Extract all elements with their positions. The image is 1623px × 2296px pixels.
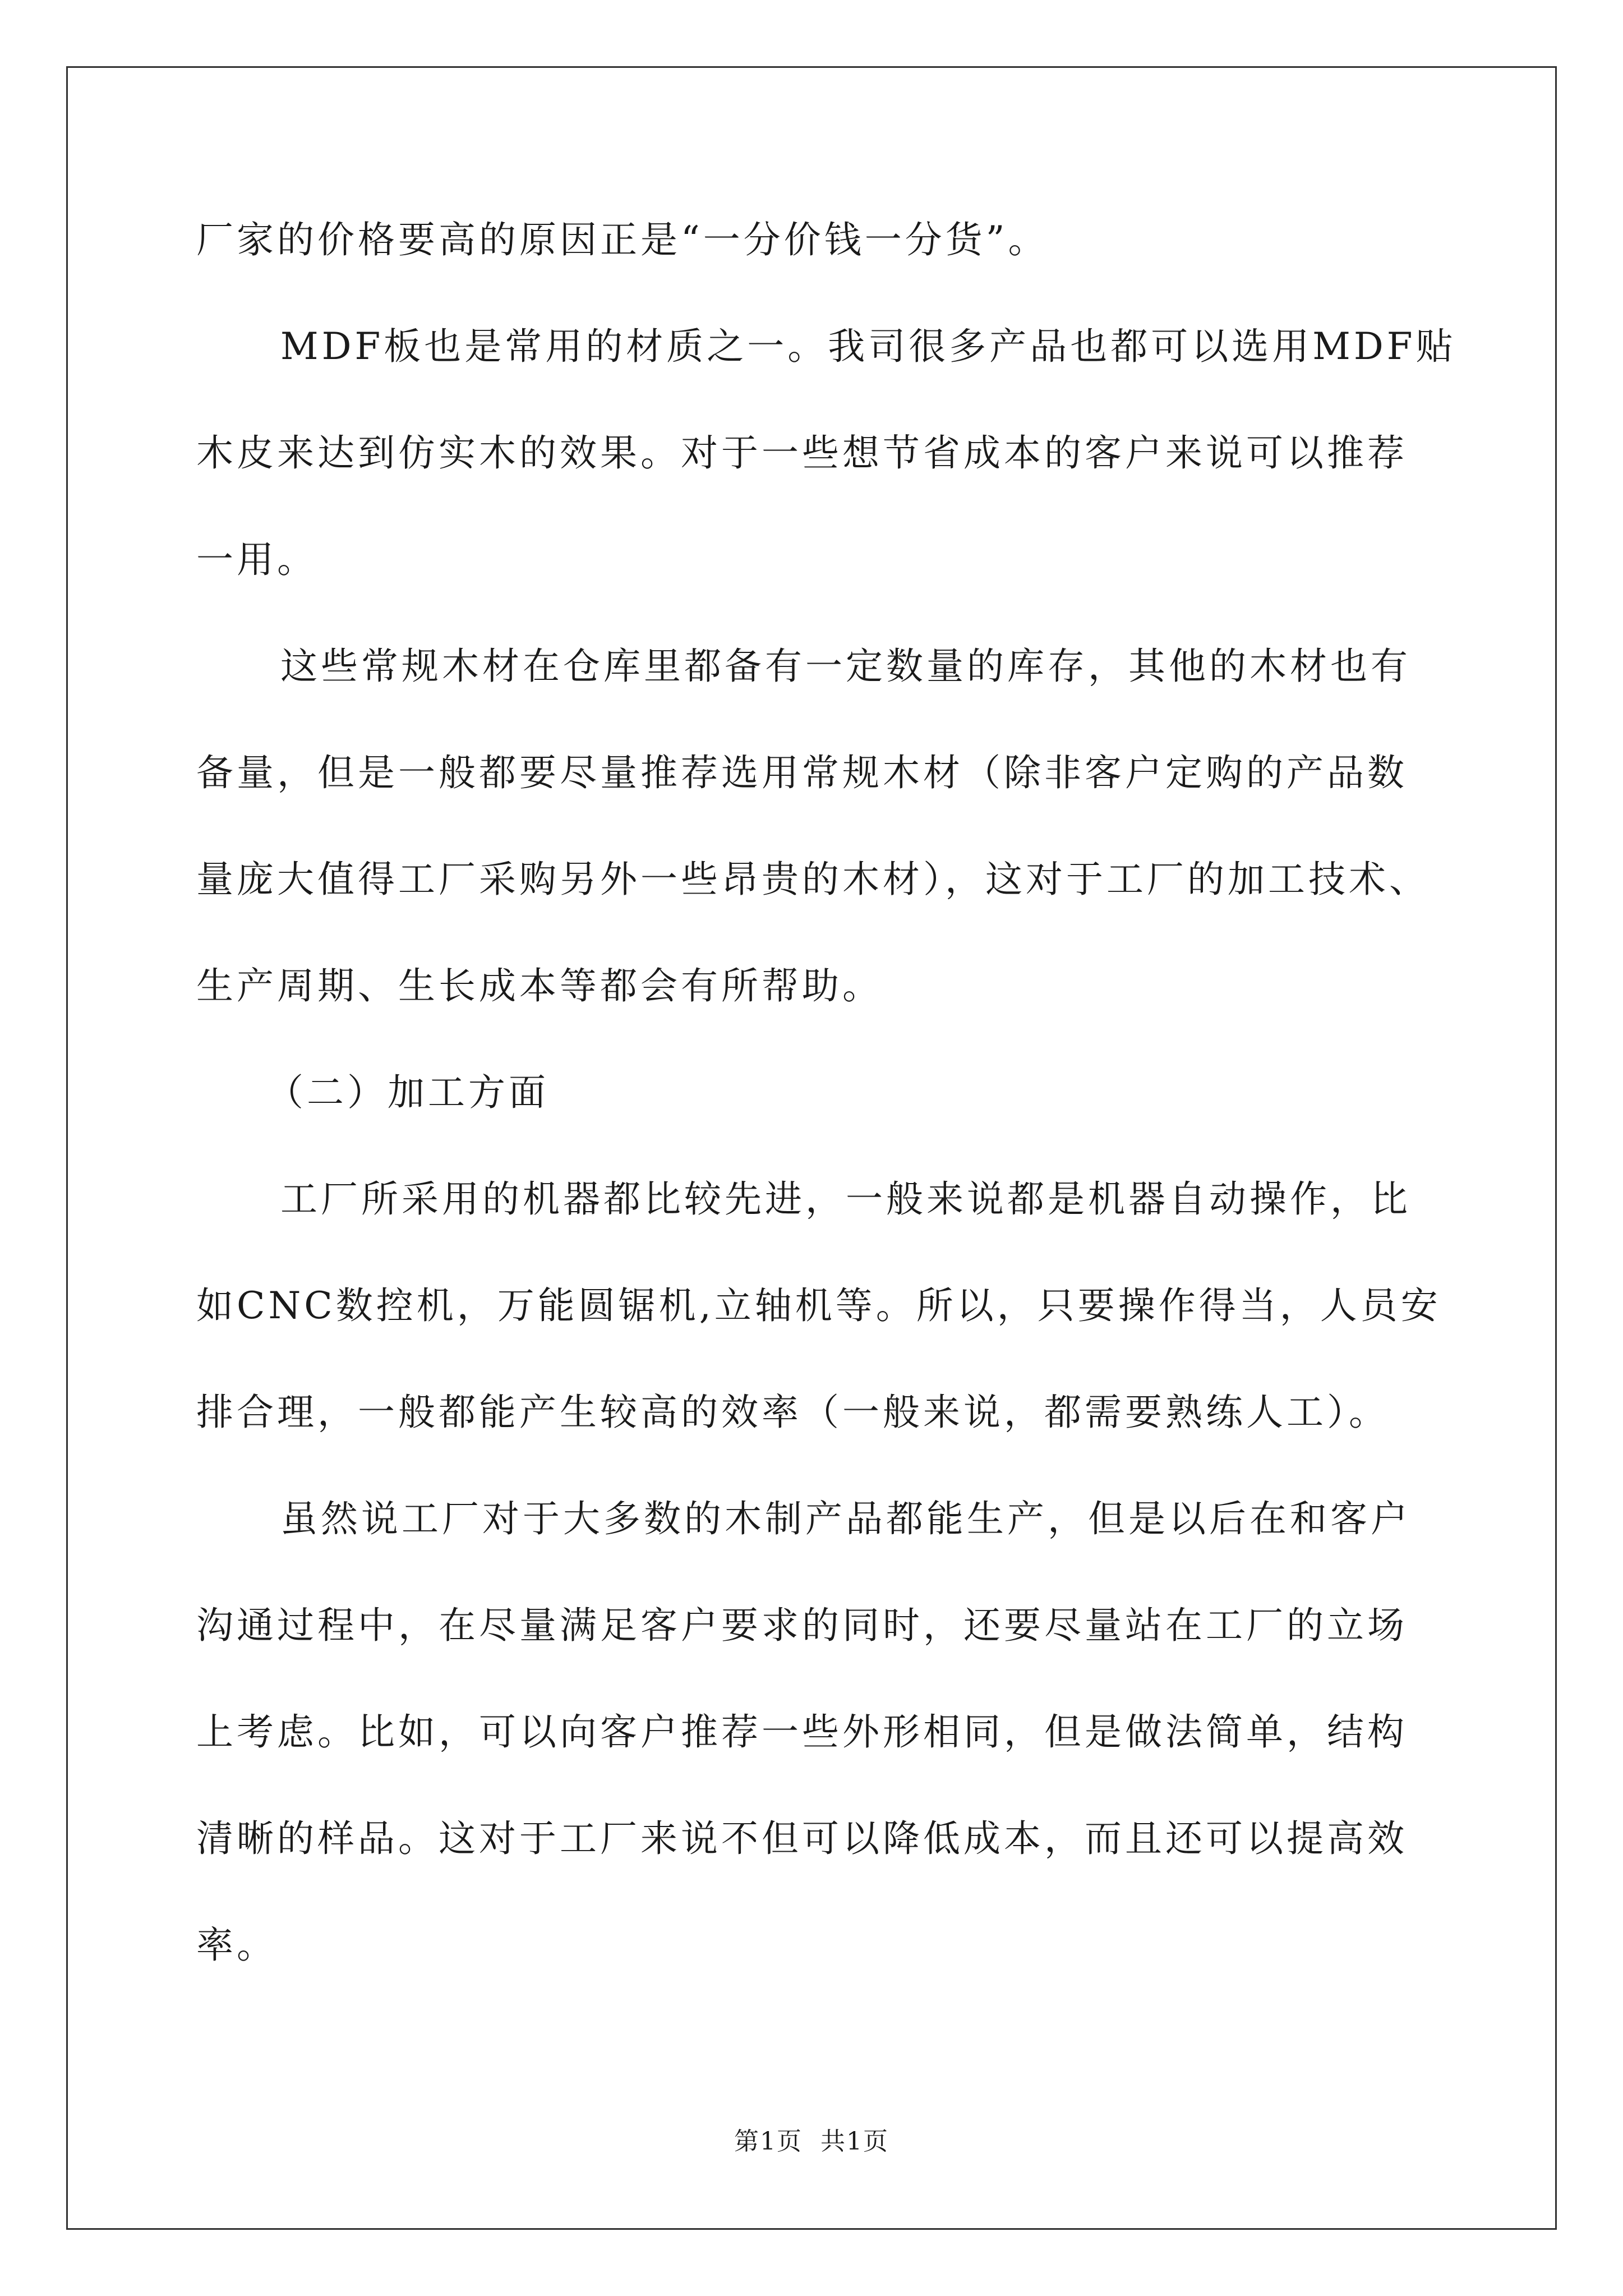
text-line: 排合理，一般都能产生较高的效率（一般来说，都需要熟练人工）。 (196, 1391, 1389, 1434)
page-border (66, 66, 1557, 2230)
text-line: 虽然说工厂对于大多数的木制产品都能生产，但是以后在和客户 (280, 1497, 1411, 1540)
text-line: 量庞大值得工厂采购另外一些昂贵的木材），这对于工厂的加工技术、 (196, 858, 1430, 901)
text-line: 清晰的样品。这对于工厂来说不但可以降低成本，而且还可以提高效 (196, 1817, 1408, 1860)
text-line: MDF板也是常用的材质之一。我司很多产品也都可以选用MDF贴 (280, 325, 1456, 368)
text-line: 上考虑。比如，可以向客户推荐一些外形相同，但是做法简单，结构 (196, 1710, 1408, 1754)
text-line: 工厂所采用的机器都比较先进，一般来说都是机器自动操作，比 (280, 1177, 1411, 1221)
text-line: 木皮来达到仿实木的效果。对于一些想节省成本的客户来说可以推荐 (196, 431, 1408, 475)
text-line: 一用。 (196, 538, 317, 581)
section-heading: （二）加工方面 (266, 1071, 549, 1114)
text-line: 沟通过程中，在尽量满足客户要求的同时，还要尽量站在工厂的立场 (196, 1604, 1408, 1647)
text-line: 备量，但是一般都要尽量推荐选用常规木材（除非客户定购的产品数 (196, 751, 1408, 794)
text-line: 率。 (196, 1924, 277, 1967)
text-line: 生产周期、生长成本等都会有所帮助。 (196, 964, 883, 1007)
text-line: 如CNC数控机，万能圆锯机,立轴机等。所以，只要操作得当，人员安 (196, 1284, 1441, 1327)
text-line: 厂家的价格要高的原因正是“一分价钱一分货”。 (196, 218, 1049, 261)
text-line: 这些常规木材在仓库里都备有一定数量的库存，其他的木材也有 (280, 645, 1411, 688)
page-footer: 第1页 共1页 (734, 2127, 889, 2156)
